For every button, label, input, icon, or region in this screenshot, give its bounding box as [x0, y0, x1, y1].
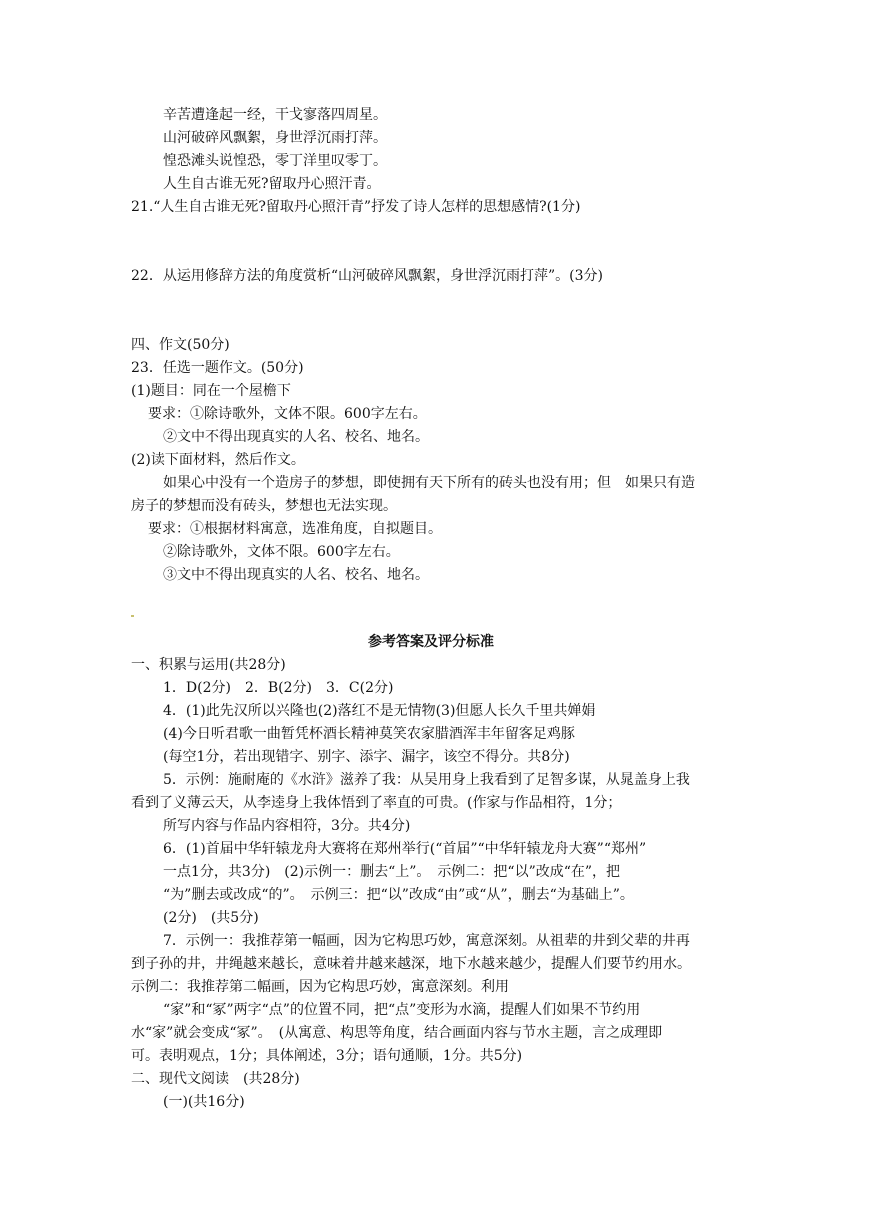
answer-line: “为”删去或改成“的”。 示例三：把“以”改成“由”或“从”，删去“为基础上”。	[163, 887, 634, 903]
answer-line: 可。表明观点，1分；具体阐述，3分；语句通顺，1分。共5分)	[131, 1048, 523, 1064]
answer-line: 二、现代文阅读 (共28分)	[131, 1071, 300, 1087]
poem-line: 人生自古谁无死?留取丹心照汗青。	[163, 176, 381, 192]
answer-line: (一)(共16分)	[163, 1094, 245, 1110]
requirement: ②文中不得出现真实的人名、校名、地名。	[163, 429, 429, 445]
answer-line: 1．D(2分) 2．B(2分) 3．C(2分)	[163, 680, 394, 696]
answer-line: 到子孙的井，井绳越来越长，意味着井越来越深，地下水越来越少，提醒人们要节约用水。	[131, 956, 691, 972]
section-heading: 四、作文(50分)	[131, 337, 230, 353]
answer-line: (4)今日听君歌一曲暂凭杯酒长精神莫笑农家腊酒浑丰年留客足鸡豚	[163, 726, 575, 742]
answer-line: 一点1分，共3分) (2)示例一：删去“上”。 示例二：把“以”改成“在”，把	[163, 864, 621, 880]
scan-mark	[131, 615, 134, 617]
requirement: ③文中不得出现真实的人名、校名、地名。	[163, 567, 429, 583]
answer-line: “家”和“冢”两字“点”的位置不同，把“点”变形为水滴，提醒人们如果不节约用	[163, 1002, 641, 1018]
poem-line: 惶恐滩头说惶恐，零丁洋里叹零丁。	[163, 153, 387, 169]
question-22: 22．从运用修辞方法的角度赏析“山河破碎风飘絮，身世浮沉雨打萍”。(3分)	[131, 268, 603, 284]
answer-line: (每空1分，若出现错字、别字、添字、漏字，该空不得分。共8分)	[163, 749, 570, 765]
answer-line: (2分) (共5分)	[163, 910, 259, 926]
answer-key-title: 参考答案及评分标准	[368, 634, 494, 650]
essay-topic-1: (1)题目：同在一个屋檐下	[131, 383, 291, 399]
requirement: 要求：①根据材料寓意，选准角度，自拟题目。	[148, 521, 442, 537]
answer-line: 所写内容与作品内容相符，3分。共4分)	[163, 818, 411, 834]
poem-line: 山河破碎风飘絮，身世浮沉雨打萍。	[163, 130, 387, 146]
answer-line: 7．示例一：我推荐第一幅画，因为它构思巧妙，寓意深刻。从祖辈的井到父辈的井再	[163, 933, 690, 949]
material-text: 如果心中没有一个造房子的梦想，即使拥有天下所有的砖头也没有用；但 如果只有造	[163, 475, 695, 491]
answer-line: 5．示例：施耐庵的《水浒》滋养了我：从吴用身上我看到了足智多谋，从晁盖身上我	[163, 772, 690, 788]
answer-line: 6．(1)首届中华轩辕龙舟大赛将在郑州举行(“首届”“中华轩辕龙舟大赛”“郑州”	[163, 841, 647, 857]
poem-line: 辛苦遭逢起一经，干戈寥落四周星。	[163, 107, 387, 123]
answer-line: 看到了义薄云天，从李逵身上我体悟到了率直的可贵。(作家与作品相符，1分；	[131, 795, 622, 811]
answer-line: 水“家”就会变成“冢”。 (从寓意、构思等角度，结合画面内容与节水主题，言之成理即	[131, 1025, 663, 1041]
question-21: 21.“人生自古谁无死?留取丹心照汗青”抒发了诗人怎样的思想感情?(1分)	[131, 199, 581, 215]
requirement: ②除诗歌外，文体不限。600字左右。	[163, 544, 400, 560]
material-text: 房子的梦想而没有砖头，梦想也无法实现。	[131, 498, 397, 514]
answer-line: 4．(1)此先汉所以兴隆也(2)落红不是无情物(3)但愿人长久千里共婵娟	[163, 703, 596, 719]
essay-topic-2: (2)读下面材料，然后作文。	[131, 452, 305, 468]
answer-line: 一、积累与运用(共28分)	[131, 657, 286, 673]
answer-line: 示例二：我推荐第二幅画，因为它构思巧妙，寓意深刻。利用	[131, 979, 509, 995]
requirement: 要求：①除诗歌外，文体不限。600字左右。	[148, 406, 427, 422]
question-23: 23．任选一题作文。(50分)	[131, 360, 304, 376]
